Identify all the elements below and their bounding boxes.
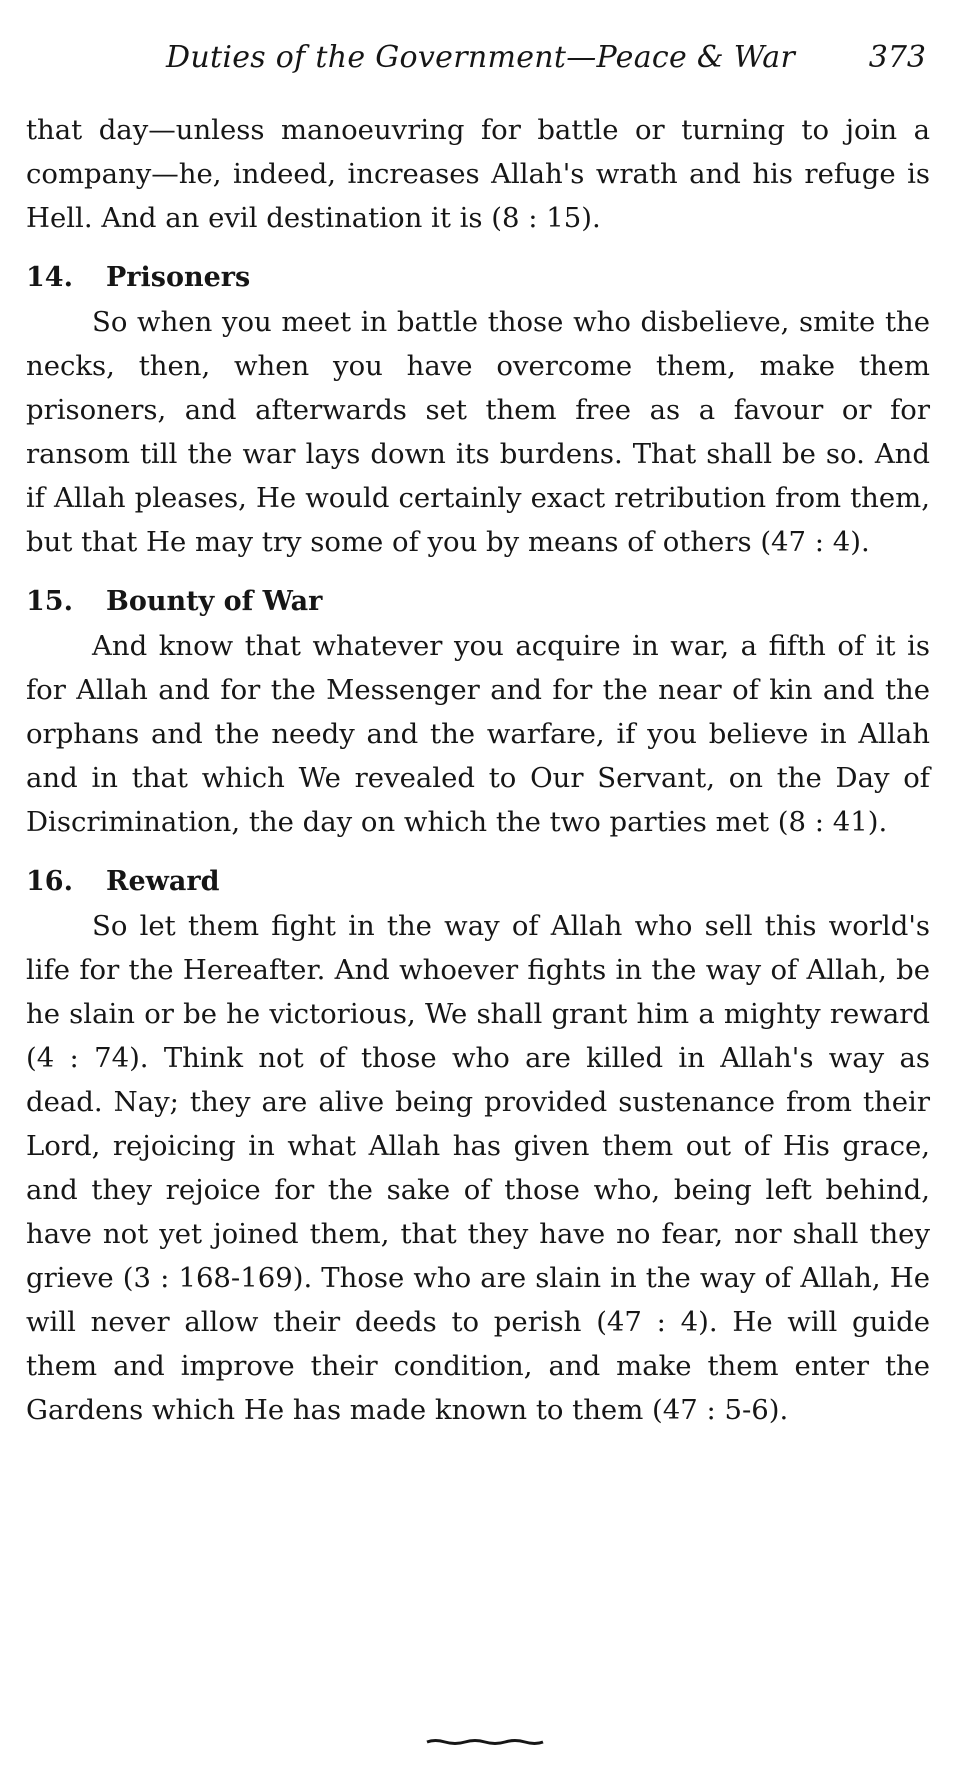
intro-paragraph: that day—unless manoeuvring for battle or turning to join a company—he, indeed, increases Allah's wrath and his refuge is Hell. And an evil destination it is (8 : 15). [26, 114, 930, 234]
section-paragraph: So let them fight in the way of Allah who sell this world's life for the Hereafter. And whoever fights in the way of Allah, be he slain or be he victorious, We shall grant him a mighty reward (4 : 74). Think not of those who are killed in Allah's way as dead. Nay; they are alive being provided sustenance from their Lord, rejoicing in what Allah has given them out of His grace, and they rejoice for the sake of those who, being left behind, have not yet joined them, that they have no fear, nor shall they grieve (3 : 168-169). Those who are slain in the way of Allah, He will never allow their deeds to perish (47 : 4). He will guide them and improve their condition, and make them enter the Gardens which He has made known to them (47 : 5-6). [26, 910, 930, 1426]
section-number: 14. [26, 262, 73, 293]
body-text [26, 108, 930, 1432]
section-heading [26, 258, 930, 298]
section-title: Bounty of War [106, 586, 323, 617]
section-reward [26, 862, 930, 1432]
page-header [166, 40, 926, 84]
section-title: Reward [106, 866, 220, 897]
section-paragraph: So when you meet in battle those who disbelieve, smite the necks, then, when you have overcome them, make them prisoners, and afterwards set them free as a favour or for ransom till the war lays down its burdens. That shall be so. And if Allah pleases, He would certainly exact retribution from them, but that He may try some of you by means of others (47 : 4). [26, 306, 930, 558]
section-paragraph: And know that whatever you acquire in war, a fifth of it is for Allah and for the Messenger and for the near of kin and the orphans and the needy and the warfare, if you believe in Allah and in that which We revealed to Our Servant, on the Day of Discrimination, the day on which the two parties met (8 : 41). [26, 630, 930, 838]
section-heading [26, 582, 930, 622]
end-ornament [425, 1738, 545, 1746]
section-number: 16. [26, 866, 73, 897]
section-title: Prisoners [106, 262, 251, 293]
section-heading [26, 862, 930, 902]
running-title: Duties of the Government—Peace & War [166, 40, 796, 75]
section-number: 15. [26, 586, 73, 617]
section-prisoners [26, 258, 930, 564]
page-number: 373 [868, 40, 926, 75]
section-bounty-of-war [26, 582, 930, 844]
